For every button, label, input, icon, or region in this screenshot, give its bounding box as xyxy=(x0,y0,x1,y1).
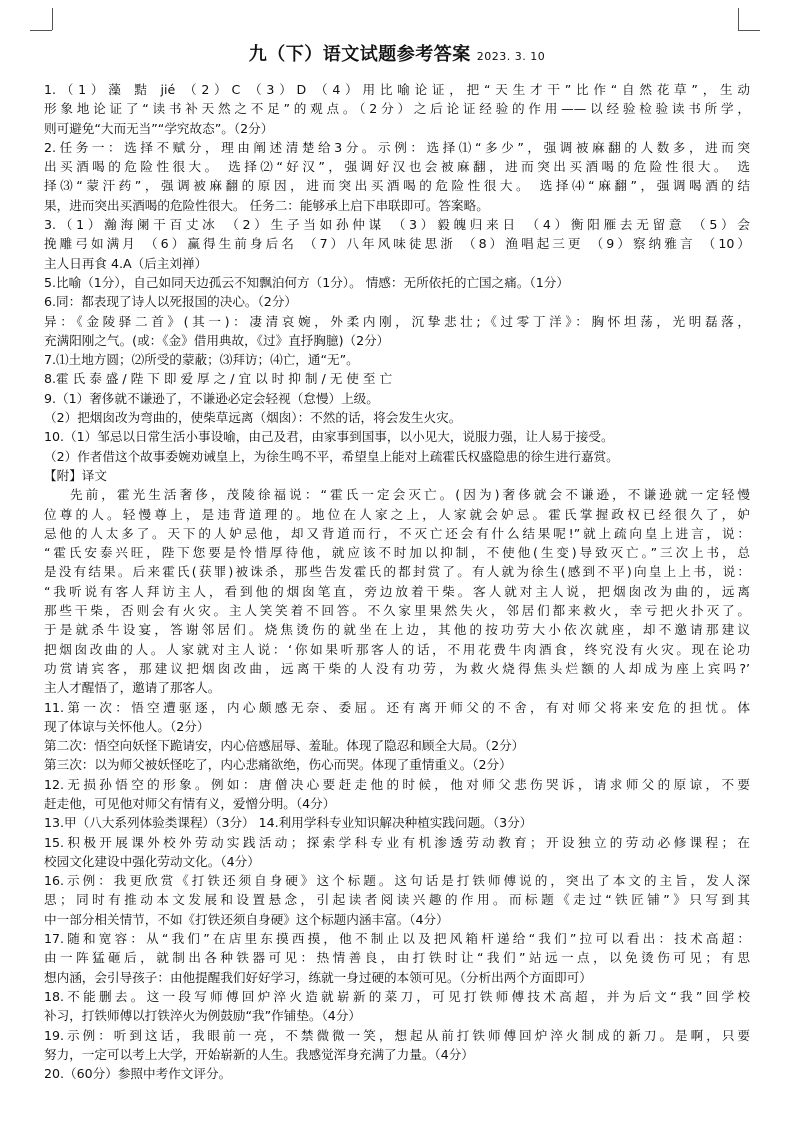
text-line: 6.同：都表现了诗人以死报国的决心。（2分） xyxy=(44,294,298,310)
crop-mark-top-left-vertical xyxy=(52,8,53,30)
text-line: 形象地论证了“读书补天然之不足”的观点。（2分）之后论证经验的作用——以经验检验读书所学， xyxy=(44,101,750,117)
crop-mark-top-right-vertical xyxy=(738,8,739,30)
document-title xyxy=(44,40,750,66)
text-line: 补习，打铁师傅以打铁淬火为例鼓励“我”作铺垫。（4分） xyxy=(44,1008,362,1024)
answer-document xyxy=(44,40,750,1083)
text-line: 1.（1）藻 黠 jié （2）C （3）D （4）用比喻论证，把“天生才干”比作“自然花草”，生动 xyxy=(44,82,750,97)
text-line: （2）作者借这个故事委婉劝诫皇上，为徐生鸣不平，希望皇上能对上疏霍氏权盛隐患的徐生进行嘉赏。 xyxy=(44,448,619,464)
text-line: 把烟囱改曲的人。人家就对主人说：‘你如果听那客人的话，不用花费牛肉酒食，终究没有火灾。现在论功 xyxy=(44,641,750,657)
answer-lines xyxy=(44,80,750,1083)
text-line: 则可避免“大而无当”“学究故态”。（2分） xyxy=(44,120,274,136)
text-line: 【附】译文 xyxy=(44,467,107,483)
text-line: 2.任务一：选择不赋分，理由阐述清楚给3分。示例：选择⑴“多少”，强调被麻翻的人数多，进而突 xyxy=(44,139,750,155)
text-line: 10.（1）邹忌以日常生活小事设喻，由己及君，由家事到国事，以小见大，说服力强，让人易于接受。 xyxy=(44,429,614,445)
text-line: 16.示例：我更欣赏《打铁还须自身硬》这个标题。这句话是打铁师傅说的，突出了本文的主旨，发人深 xyxy=(44,873,750,889)
crop-mark-top-left-horizontal xyxy=(30,30,52,31)
crop-mark-top-right-horizontal xyxy=(738,30,760,31)
text-line: 校园文化建设中强化劳动文化。（4分） xyxy=(44,853,260,869)
text-line: 现了体谅与关怀他人。（2分） xyxy=(44,718,210,734)
text-line: 主人日再食 4.A（后主刘禅） xyxy=(44,255,208,271)
text-line: 努力，一定可以考上大学，开始崭新的人生。我感觉浑身充满了力量。（4分） xyxy=(44,1046,474,1062)
text-line: 挽雕弓如满月 （6）赢得生前身后名 （7）八年风味徒思浙 （8）渔唱起三更 （9）察纳雅言 （10） xyxy=(44,236,750,252)
text-line: 忌他的人太多了。天下的人妒忌他，却又背道而行，不灭亡还会有什么结果呢!”就上疏向皇上进言，说： xyxy=(44,525,750,541)
text-line: 主人才醒悟了，邀请了那客人。 xyxy=(44,680,221,696)
text-line: （2）把烟囱改为弯曲的，使柴草远离（烟囱）：不然的话，将会发生火灾。 xyxy=(44,410,462,426)
text-line: 19.示例：听到这话，我眼前一亮，不禁微微一笑，想起从前打铁师傅回炉淬火制成的新刀。是啊，只要 xyxy=(44,1027,750,1043)
text-line: 果，进而突出买酒喝的危险性很大。 任务二：能够承上启下串联即可。答案略。 xyxy=(44,197,489,213)
text-line: 位尊的人。轻慢尊上，是违背道理的。地位在人家之上，人家就会妒忌。霍氏掌握政权已经很久了，妒 xyxy=(44,506,750,522)
text-line: 11.第一次：悟空遭驱逐，内心颇感无奈、委屈。还有离开师父的不舍，有对师父将来安危的担忧。体 xyxy=(44,699,750,715)
text-line: 15.积极开展课外校外劳动实践活动；探索学科专业有机渗透劳动教育；开设独立的劳动必修课程；在 xyxy=(44,834,750,850)
text-line: 5.比喻（1分），自己如同天边孤云不知飘泊何方（1分）。 情感：无所依托的亡国之痛。（1分） xyxy=(44,274,569,290)
text-line: 8.霍 氏 泰 盛 / 陛 下 即 爱 厚 之 / 宜 以 时 抑 制 / 无 使 至 亡 xyxy=(44,371,393,387)
text-line: 18.不能删去。这一段写师傅回炉淬火造就崭新的菜刀，可见打铁师傅技术高超，并为后文“我”回学校 xyxy=(44,988,750,1004)
text-line: 异：《金陵驿二首》(其一)：凄清哀婉，外柔内刚，沉挚悲壮;《过零丁洋》：胸怀坦荡，光明磊落， xyxy=(44,313,750,329)
text-line: 第二次：悟空向妖怪下跪请安，内心倍感屈辱、羞耻。体现了隐忍和顾全大局。（2分） xyxy=(44,738,525,754)
text-line: 中一部分相关情节，不如《打铁还须自身硬》这个标题内涵丰富。（4分） xyxy=(44,911,449,927)
title-text: 九（下）语文试题参考答案 xyxy=(248,44,471,65)
text-line: 想内涵，会引导孩子：由他提醒我们好好学习，练就一身过硬的本领可见。（分析出两个方面即可） xyxy=(44,969,592,985)
text-line: 出买酒喝的危险性很大。 选择⑵“好汉”，强调好汉也会被麻翻，进而突出买酒喝的危险性很大。 选 xyxy=(44,159,750,175)
text-line: 7.⑴土地方圆；⑵所受的蒙蔽；⑶拜访；⑷亡，通“无”。 xyxy=(44,352,359,368)
text-line: 功赏请宾客，那建议把烟囱改曲，远离干柴的人没有功劳，为救火烧得焦头烂额的人却成为座上宾吗?’ xyxy=(44,660,750,676)
text-line: 12.无损孙悟空的形象。例如：唐僧决心要赶走他的时候，他对师父悲伤哭诉，请求师父的原谅，不要 xyxy=(44,776,750,792)
text-line: 思；同时有推动本文发展和设置悬念，引起读者阅读兴趣的作用。而标题《走过“铁匠铺”》只写到其 xyxy=(44,892,750,908)
text-line: 择⑶“蒙汗药”，强调被麻翻的原因，进而突出买酒喝的危险性很大。 选择⑷“麻翻”，强调喝酒的结 xyxy=(44,178,750,194)
text-line: “霍氏安泰兴旺，陛下您要是怜惜厚待他，就应该不时加以抑制，不使他(生变)导致灭亡。”三次上书，总 xyxy=(44,545,750,561)
text-line: 先前，霍光生活奢侈，茂陵徐福说：“霍氏一定会灭亡。(因为)奢侈就会不谦逊，不谦逊就一定轻慢 xyxy=(70,487,750,503)
text-line: 那些干柴，否则会有火灾。主人笑笑着不回答。不久家里果然失火，邻居们都来救火，幸亏把火扑灭了。 xyxy=(44,603,750,619)
text-line: “我听说有客人拜访主人，看到他的烟囱笔直，旁边放着干柴。客人就对主人说，把烟囱改为曲的，远离 xyxy=(44,583,750,599)
date-text: 2023. 3. 10 xyxy=(476,50,546,63)
text-line: 第三次：以为师父被妖怪吃了，内心悲痛欲绝，伤心而哭。体现了重情重义。（2分） xyxy=(44,757,512,773)
text-line: 20.（60分）参照中考作文评分。 xyxy=(44,1066,232,1082)
text-line: 13.甲（八大系列体验类课程）（3分） 14.利用学科专业知识解决种植实践问题。（3分） xyxy=(44,815,533,831)
text-line: 由一阵猛砸后，就制出各种铁器可见：热情善良，由打铁时让“我们”站远一点，以免烫伤可见；有思 xyxy=(44,950,750,966)
text-line: 充满阳刚之气。(或：《金》借用典故，《过》直抒胸臆)（2分） xyxy=(44,332,390,348)
text-line: 是没有结果。后来霍氏(获罪)被诛杀，那些告发霍氏的都封赏了。有人就为徐生(感到不平)向皇上上书，说： xyxy=(44,564,750,580)
text-line: 赶走他，可见他对师父有情有义，爱憎分明。（4分） xyxy=(44,795,336,811)
text-line: 9.（1）奢侈就不谦逊了，不谦逊必定会轻视（怠慢）上级。 xyxy=(44,390,379,406)
text-line: 17.随和宽容：从“我们”在店里东摸西摸，他不制止以及把风箱杆递给“我们”拉可以看出：技术高超： xyxy=(44,931,750,947)
text-line: 于是就杀牛设宴，答谢邻居们。烧焦烫伤的就坐在上边，其他的按功劳大小依次就座，却不邀请那建议 xyxy=(44,622,750,638)
text-line: 3.（1）瀚海阑干百丈冰 （2）生子当如孙仲谋 （3）毅魄归来日 （4）衡阳雁去无留意 （5）会 xyxy=(44,217,750,233)
